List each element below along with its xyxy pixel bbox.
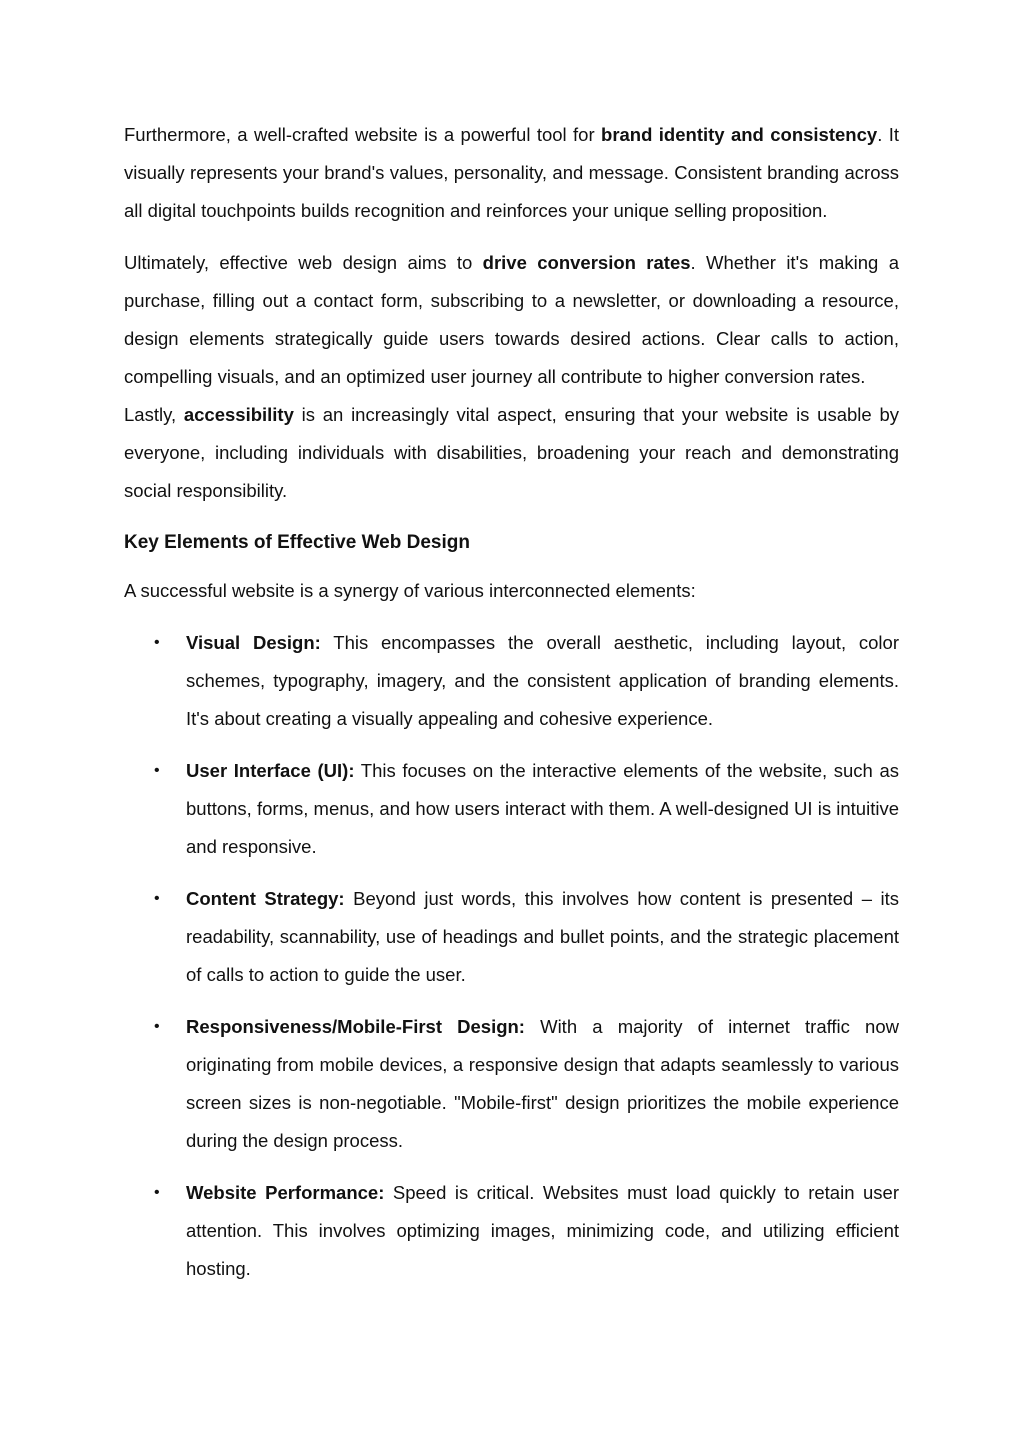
list-item-text: With a majority of internet traffic now originating from mobile devices, a responsive design that adapts seamlessly to various screen sizes is non-negotiable. "Mobile-first" design prioritizes the mobile experience during the design process.: [186, 1016, 899, 1151]
bullet-icon: •: [154, 890, 160, 907]
bullet-icon: •: [154, 1184, 160, 1201]
paragraph-text: . It visually represents your brand's values, personality, and message. Consistent branding across all digital touchpoints builds recognition and reinforces your unique selling proposition.: [124, 124, 899, 221]
paragraph-brand-identity: [124, 116, 899, 230]
paragraph-text: is an increasingly vital aspect, ensuring that your website is usable by everyone, including individuals with disabilities, broadening your reach and demonstrating social responsibility.: [124, 404, 899, 501]
list-item-text: This focuses on the interactive elements of the website, such as buttons, forms, menus, and how users interact with them. A well-designed UI is intuitive and responsive.: [186, 760, 900, 857]
paragraph-text: Ultimately, effective web design aims to: [124, 252, 483, 273]
elements-list: [124, 624, 899, 1288]
list-item: [124, 1174, 899, 1288]
bold-phrase: accessibility: [183, 404, 294, 425]
document-page: [124, 116, 899, 1302]
list-item: [124, 752, 899, 866]
list-item-text: Beyond just words, this involves how content is presented – its readability, scannability, use of headings and bullet points, and the strategic placement of calls to action to guide the user.: [186, 888, 900, 985]
list-item: [124, 624, 899, 738]
list-item-term: Content Strategy:: [186, 888, 345, 909]
bullet-icon: •: [154, 762, 160, 779]
bold-phrase: brand identity and consistency: [601, 124, 878, 145]
list-item-text: Speed is critical. Websites must load quickly to retain user attention. This involves optimizing images, minimizing code, and utilizing efficient hosting.: [186, 1182, 899, 1279]
list-item: [124, 880, 899, 994]
section-heading: Key Elements of Effective Web Design: [124, 532, 470, 553]
paragraph-text: Lastly,: [124, 404, 184, 425]
paragraph-conversion: [124, 244, 899, 396]
list-item: [124, 1008, 899, 1160]
paragraph-text: Furthermore, a well-crafted website is a powerful tool for: [124, 124, 602, 145]
list-item-term: User Interface (UI):: [186, 760, 355, 781]
list-item-term: Visual Design:: [186, 632, 321, 653]
paragraph-accessibility: [124, 396, 899, 510]
list-item-term: Website Performance:: [186, 1182, 385, 1203]
bold-phrase: drive conversion rates: [482, 252, 691, 273]
list-item-term: Responsiveness/Mobile-First Design:: [186, 1016, 525, 1037]
bullet-icon: •: [154, 634, 160, 651]
list-item-text: This encompasses the overall aesthetic, including layout, color schemes, typography, imagery, and the consistent application of branding elements. It's about creating a visually appealing and cohesive experience.: [186, 632, 899, 729]
paragraph-text: . Whether it's making a purchase, filling out a contact form, subscribing to a newsletter, or downloading a resource, design elements strategically guide users towards desired actions. Clear calls to action, compelling visuals, and an optimized user journey all contribute to higher conversion rates.: [124, 252, 899, 387]
section-intro: A successful website is a synergy of various interconnected elements:: [124, 580, 696, 601]
bullet-icon: •: [154, 1018, 160, 1035]
